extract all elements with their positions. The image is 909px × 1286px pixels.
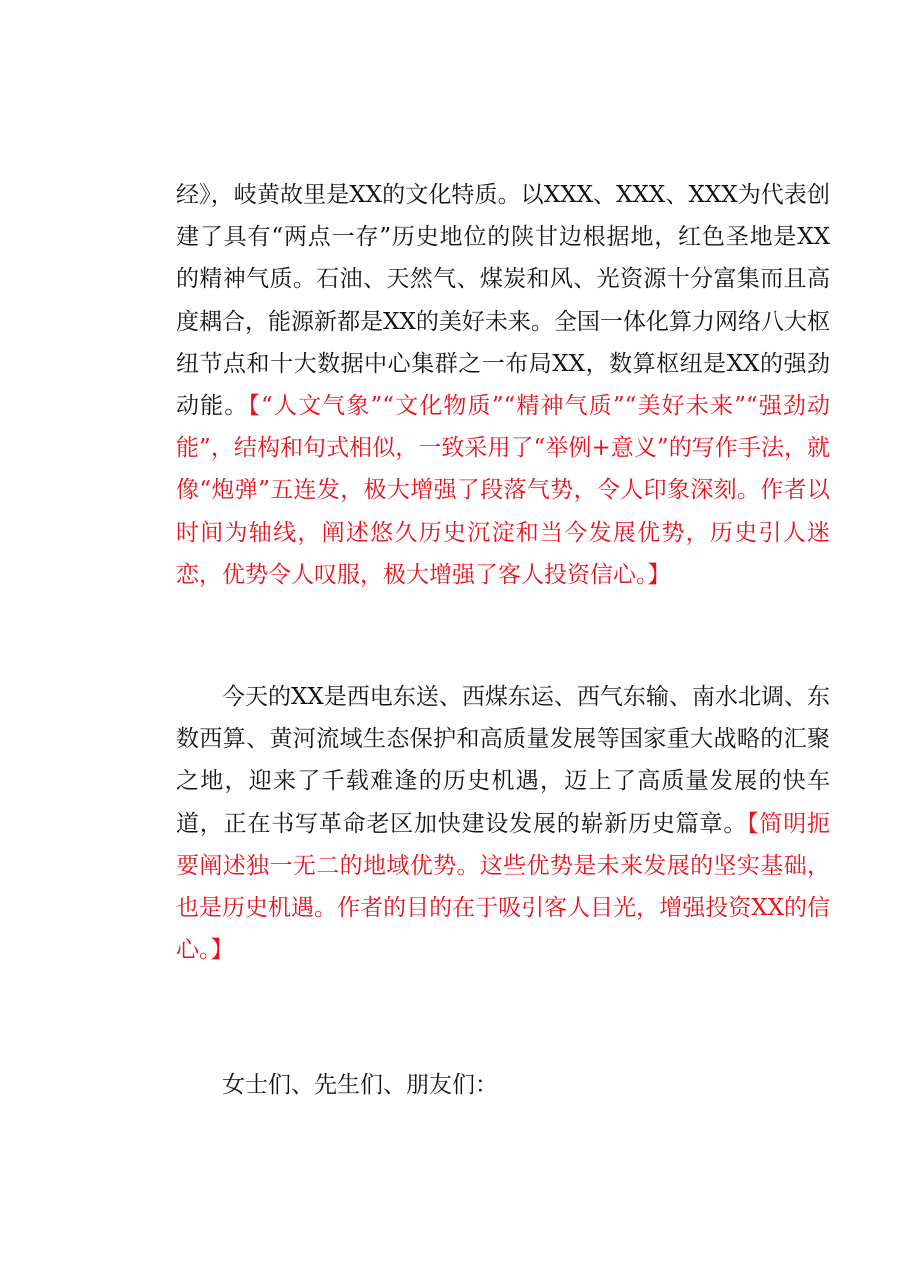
- paragraph-2-comment: 【简明扼要阐述独一无二的地域优势。这些优势是未来发展的坚实基础，也是历史机遇。作者的目的在于吸引客人目光，增强投资XX的信心。】: [176, 810, 831, 964]
- paragraph-2-body: 今天的XX是西电东送、西煤东运、西气东输、南水北调、东数西算、黄河流域生态保护和高质量发展等国家重大战略的汇聚之地，迎来了千载难逢的历史机遇，迈上了高质量发展的快车道，正在书写革命老区加快建设发展的崭新历史篇章。: [176, 684, 830, 837]
- paragraph-1: [176, 174, 830, 596]
- paragraph-2: [176, 676, 830, 971]
- paragraph-3-salutation: [176, 1064, 830, 1106]
- salutation-text: 女士们、先生们、朋友们：: [222, 1072, 498, 1098]
- paragraph-1-body: 经》，岐黄故里是XX的文化特质。以XXX、XXX、XXX为代表创建了具有“两点一存”历史地位的陕甘边根据地，红色圣地是XX的精神气质。石油、天然气、煤炭和风、光资源十分富集而且高度耦合，能源新都是XX的美好未来。全国一体化算力网络八大枢纽节点和十大数据中心集群之一布局XX，数算枢纽是XX的强劲动能。: [176, 182, 830, 420]
- paragraph-1-comment: 【“人文气象”“文化物质”“精神气质”“美好未来”“强劲动能”，结构和句式相似，一致采用了“举例+意义”的写作手法，就像“炮弹”五连发，极大增强了段落气势，令人印象深刻。作者以时间为轴线，阐述悠久历史沉淀和当今发展优势，历史引人迷恋，优势令人叹服，极大增强了客人投资信心。】: [176, 393, 831, 588]
